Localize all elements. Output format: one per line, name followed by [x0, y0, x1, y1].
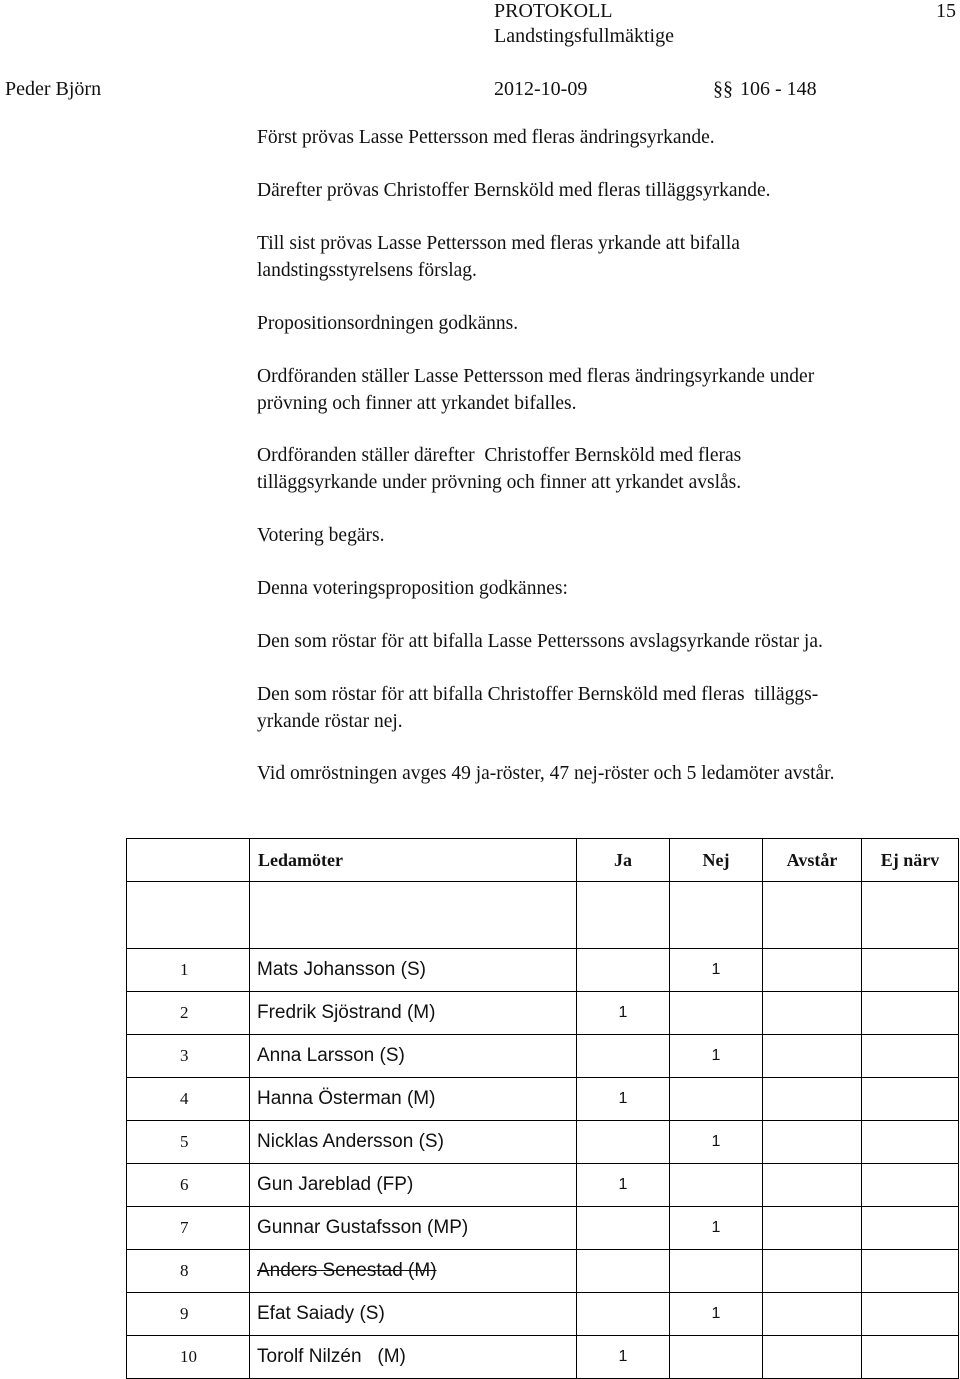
- empty-cell: [577, 882, 670, 949]
- member-name: Efat Saiady (S): [250, 1293, 577, 1336]
- member-number: 1: [127, 949, 250, 992]
- vote-ja: [577, 1121, 670, 1164]
- table-row: [127, 1207, 959, 1250]
- member-number: 3: [127, 1035, 250, 1078]
- vote-nej: [670, 1250, 763, 1293]
- table-row: [127, 1164, 959, 1207]
- header-nej: Nej: [670, 839, 763, 882]
- table-row: [127, 1250, 959, 1293]
- vote-avstar: [763, 949, 862, 992]
- vote-ja: 1: [577, 1078, 670, 1121]
- vote-ja: [577, 1207, 670, 1250]
- author-name: Peder Björn: [5, 78, 102, 100]
- paragraph-3a: Till sist prövas Lasse Pettersson med fleras yrkande att bifalla: [257, 233, 740, 254]
- table-row: [127, 1336, 959, 1379]
- vote-ja: 1: [577, 1336, 670, 1379]
- paragraph-5b: prövning och finner att yrkandet bifalles.: [257, 393, 577, 414]
- vote-ja: [577, 1035, 670, 1078]
- member-number: 5: [127, 1121, 250, 1164]
- header-ja: Ja: [577, 839, 670, 882]
- member-number: 7: [127, 1207, 250, 1250]
- vote-ej-narv: [862, 1078, 959, 1121]
- vote-nej: 1: [670, 949, 763, 992]
- meeting-date: 2012-10-09: [494, 78, 588, 100]
- vote-avstar: [763, 1207, 862, 1250]
- member-name: Hanna Österman (M): [250, 1078, 577, 1121]
- vote-nej: 1: [670, 1035, 763, 1078]
- vote-ja: [577, 1250, 670, 1293]
- vote-avstar: [763, 1121, 862, 1164]
- paragraph-7: Votering begärs.: [257, 525, 385, 546]
- page-number: 15: [936, 0, 956, 22]
- vote-ej-narv: [862, 1164, 959, 1207]
- vote-avstar: [763, 992, 862, 1035]
- vote-ej-narv: [862, 1121, 959, 1164]
- vote-ej-narv: [862, 992, 959, 1035]
- paragraph-5a: Ordföranden ställer Lasse Pettersson med fleras ändringsyrkande under: [257, 366, 815, 387]
- vote-ej-narv: [862, 949, 959, 992]
- vote-avstar: [763, 1293, 862, 1336]
- table-row: [127, 1035, 959, 1078]
- paragraph-11: Vid omröstningen avges 49 ja-röster, 47 nej-röster och 5 ledamöter avstår.: [257, 763, 835, 784]
- empty-cell: [250, 882, 577, 949]
- voting-table: [126, 838, 959, 1379]
- header-ej-narv: Ej närv: [862, 839, 959, 882]
- paragraph-range: 106 - 148: [740, 78, 817, 100]
- member-number: 8: [127, 1250, 250, 1293]
- member-name: Fredrik Sjöstrand (M): [250, 992, 577, 1035]
- paragraph-3b: landstingsstyrelsens förslag.: [257, 260, 477, 281]
- paragraph-6a: Ordföranden ställer därefter Christoffer Bernsköld med fleras: [257, 445, 742, 466]
- vote-nej: [670, 1336, 763, 1379]
- table-row: [127, 992, 959, 1035]
- paragraph-4: Propositionsordningen godkänns.: [257, 313, 519, 334]
- vote-ja: 1: [577, 992, 670, 1035]
- paragraph-2: Därefter prövas Christoffer Bernsköld med fleras tilläggsyrkande.: [257, 180, 771, 201]
- vote-ej-narv: [862, 1293, 959, 1336]
- table-row: [127, 1293, 959, 1336]
- member-name: Anders Senestad (M): [250, 1250, 577, 1293]
- paragraph-1: Först prövas Lasse Pettersson med fleras ändringsyrkande.: [257, 127, 715, 148]
- vote-avstar: [763, 1078, 862, 1121]
- vote-ej-narv: [862, 1336, 959, 1379]
- vote-nej: 1: [670, 1207, 763, 1250]
- member-name: Nicklas Andersson (S): [250, 1121, 577, 1164]
- vote-ja: [577, 1293, 670, 1336]
- section-symbol: §§: [713, 78, 733, 100]
- vote-avstar: [763, 1250, 862, 1293]
- member-number: 10: [127, 1336, 250, 1379]
- vote-nej: [670, 992, 763, 1035]
- vote-nej: 1: [670, 1121, 763, 1164]
- member-number: 4: [127, 1078, 250, 1121]
- table-header-row: [127, 839, 959, 882]
- table-row: [127, 949, 959, 992]
- vote-avstar: [763, 1336, 862, 1379]
- paragraph-9: Den som röstar för att bifalla Lasse Petterssons avslagsyrkande röstar ja.: [257, 631, 823, 652]
- empty-cell: [763, 882, 862, 949]
- member-name: Mats Johansson (S): [250, 949, 577, 992]
- paragraph-6b: tilläggsyrkande under prövning och finner att yrkandet avslås.: [257, 472, 742, 493]
- doc-type: PROTOKOLL: [494, 0, 613, 22]
- vote-nej: [670, 1078, 763, 1121]
- vote-avstar: [763, 1164, 862, 1207]
- paragraph-10b: yrkande röstar nej.: [257, 711, 403, 732]
- header-ledamoter: Ledamöter: [250, 839, 577, 882]
- paragraph-10a: Den som röstar för att bifalla Christoffer Bernsköld med fleras tilläggs-: [257, 684, 819, 705]
- empty-cell: [670, 882, 763, 949]
- table-row: [127, 1078, 959, 1121]
- vote-ej-narv: [862, 1207, 959, 1250]
- header-number-cell: [127, 839, 250, 882]
- member-name: Gunnar Gustafsson (MP): [250, 1207, 577, 1250]
- vote-ja: 1: [577, 1164, 670, 1207]
- vote-avstar: [763, 1035, 862, 1078]
- member-number: 9: [127, 1293, 250, 1336]
- vote-ja: [577, 949, 670, 992]
- member-name: Anna Larsson (S): [250, 1035, 577, 1078]
- member-name: Torolf Nilzén (M): [250, 1336, 577, 1379]
- vote-ej-narv: [862, 1035, 959, 1078]
- header-avstar: Avstår: [763, 839, 862, 882]
- member-number: 6: [127, 1164, 250, 1207]
- paragraph-8: Denna voteringsproposition godkännes:: [257, 578, 568, 599]
- member-number: 2: [127, 992, 250, 1035]
- member-name: Gun Jareblad (FP): [250, 1164, 577, 1207]
- vote-nej: [670, 1164, 763, 1207]
- vote-ej-narv: [862, 1250, 959, 1293]
- table-row: [127, 1121, 959, 1164]
- empty-cell: [862, 882, 959, 949]
- vote-nej: 1: [670, 1293, 763, 1336]
- empty-cell: [127, 882, 250, 949]
- organ-name: Landstingsfullmäktige: [494, 25, 674, 47]
- table-empty-row: [127, 882, 959, 949]
